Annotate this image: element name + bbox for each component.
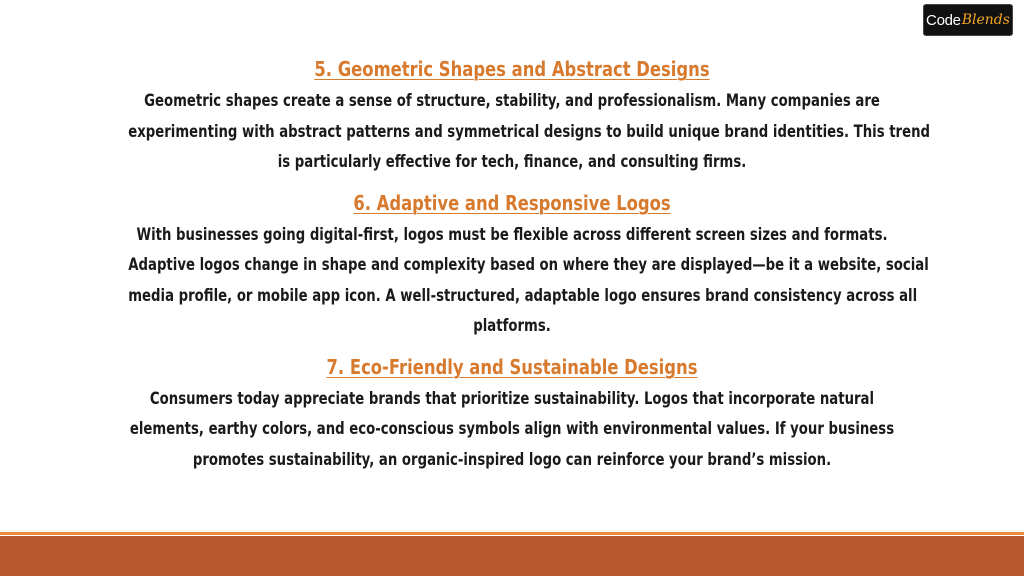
section-body — [20, 384, 1004, 476]
section-title: 7. Eco-Friendly and Sustainable Designs — [326, 354, 698, 379]
body-line: Adaptive logos change in shape and complexity based on where they are displayed—be it a website, social — [128, 255, 929, 275]
section-body — [20, 86, 1004, 178]
section-body — [20, 220, 1004, 342]
section-title: 6. Adaptive and Responsive Logos — [353, 190, 671, 215]
body-line: platforms. — [473, 316, 551, 336]
body-line: experimenting with abstract patterns and symmetrical designs to build unique brand identities. This trend — [128, 121, 931, 142]
footer-bar — [0, 536, 1024, 576]
section-eco-friendly — [20, 350, 1004, 476]
footer-accent-line — [0, 532, 1024, 535]
body-line: elements, earthy colors, and eco-conscious symbols align with environmental values. If your business — [129, 419, 895, 439]
section-geometric-shapes — [20, 52, 1004, 178]
codeblends-logo — [924, 5, 1012, 35]
body-line: is particularly effective for tech, finance, and consulting firms. — [277, 152, 747, 172]
logo-text-blends: Blends — [961, 12, 1010, 28]
body-line: Geometric shapes create a sense of structure, stability, and professionalism. Many companies are — [144, 91, 880, 111]
slide-content — [20, 52, 1004, 483]
body-line: Consumers today appreciate brands that prioritize sustainability. Logos that incorporate natural — [149, 388, 875, 409]
logo-text-code: Code — [926, 11, 961, 29]
section-adaptive-logos — [20, 186, 1004, 342]
section-title: 5. Geometric Shapes and Abstract Designs — [314, 57, 710, 81]
body-line: media profile, or mobile app icon. A well-structured, adaptable logo ensures brand consistency across all — [128, 285, 918, 306]
body-line: With businesses going digital-first, logos must be flexible across different screen sizes and formats. — [136, 224, 888, 245]
body-line: promotes sustainability, an organic-inspired logo can reinforce your brand’s mission. — [192, 449, 832, 470]
